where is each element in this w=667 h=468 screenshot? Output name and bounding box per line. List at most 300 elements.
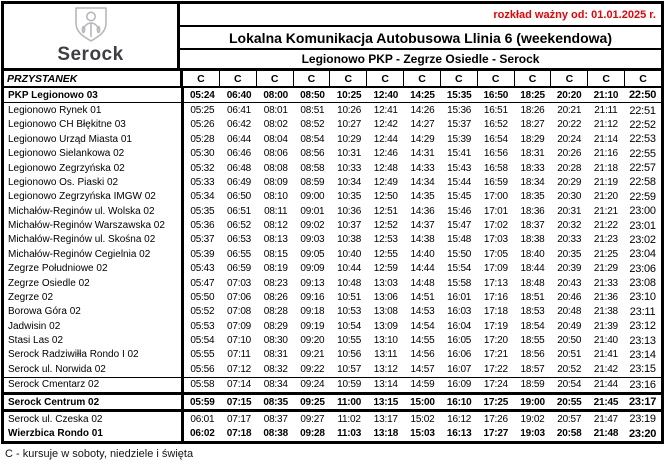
- route-row: [180, 50, 661, 68]
- stop-name: Serock Cmentarz 02: [4, 378, 184, 392]
- departure-time: 09:27: [300, 413, 325, 425]
- departure-time: 16:07: [447, 363, 472, 375]
- departure-time: 21:23: [593, 234, 618, 246]
- departure-time: 14:25: [410, 89, 435, 101]
- departure-time: 18:48: [520, 277, 545, 289]
- departure-time: 06:59: [227, 263, 252, 275]
- departure-time: 05:32: [190, 162, 215, 174]
- departure-time: 05:37: [190, 234, 215, 246]
- departure-time: 16:03: [447, 306, 472, 318]
- title-row: [180, 27, 661, 50]
- departure-time: 09:01: [300, 205, 325, 217]
- departure-time: 06:52: [227, 220, 252, 232]
- departure-time: 12:40: [373, 89, 399, 101]
- departure-time: 17:19: [483, 320, 508, 332]
- departure-time: 23:00: [629, 205, 656, 218]
- departure-time: 15:36: [447, 105, 472, 117]
- departure-time: 07:08: [227, 306, 252, 318]
- departure-time: 18:59: [520, 379, 545, 391]
- departure-time: 10:59: [337, 379, 362, 391]
- departure-time: 05:53: [190, 320, 215, 332]
- table-row: [4, 333, 661, 347]
- stop-name: Legionowo Rynek 01: [4, 103, 184, 117]
- departure-time: 23:20: [629, 427, 657, 440]
- departure-time: 05:50: [190, 291, 215, 303]
- departure-time: 16:06: [447, 349, 472, 361]
- departure-time: 10:53: [337, 306, 362, 318]
- departure-time: 20:46: [557, 291, 582, 303]
- departure-time: 14:57: [410, 363, 435, 375]
- departure-time: 20:52: [557, 363, 582, 375]
- departure-time: 20:32: [557, 220, 582, 232]
- departure-time: 14:48: [410, 277, 435, 289]
- departure-time: 06:48: [227, 162, 252, 174]
- departure-time: 10:40: [337, 248, 362, 260]
- stop-name: Michałów-Reginów ul. Skośna 02: [4, 233, 184, 247]
- departure-time: 21:48: [593, 428, 619, 440]
- departure-time: 06:51: [227, 205, 252, 217]
- stop-name: Legionowo Urząd Miasta 01: [4, 132, 184, 146]
- departure-time: 17:03: [483, 234, 508, 246]
- departure-time: 20:43: [557, 277, 582, 289]
- departure-time: 22:55: [629, 147, 656, 160]
- departure-time: 08:12: [263, 220, 288, 232]
- departure-time: 20:30: [557, 191, 582, 203]
- departure-time: 18:33: [520, 162, 545, 174]
- stop-name: Wierzbica Rondo 01: [4, 427, 184, 441]
- departure-time: 10:29: [337, 133, 362, 145]
- departure-time: 17:16: [483, 291, 508, 303]
- departure-time: 16:52: [483, 119, 508, 131]
- departure-time: 08:23: [263, 277, 288, 289]
- departure-time: 07:09: [227, 320, 252, 332]
- departure-time: 08:32: [263, 363, 288, 375]
- departure-time: 07:06: [227, 291, 252, 303]
- departure-time: 20:54: [557, 379, 582, 391]
- departure-time: 08:31: [263, 349, 288, 361]
- departure-time: 18:53: [520, 306, 545, 318]
- column-header-c: C: [197, 72, 205, 85]
- table-row: [4, 118, 661, 132]
- departure-time: 08:04: [263, 133, 288, 145]
- departure-time: 20:50: [557, 335, 582, 347]
- departure-time: 23:08: [629, 277, 656, 290]
- departure-time: 23:19: [629, 413, 656, 426]
- departure-time: 15:43: [447, 162, 472, 174]
- table-row: [4, 103, 661, 117]
- departure-time: 18:54: [520, 320, 545, 332]
- table-row: [4, 218, 661, 232]
- departure-time: 20:48: [557, 306, 582, 318]
- table-row: [4, 377, 661, 392]
- departure-time: 07:18: [226, 428, 252, 440]
- departure-time: 10:37: [337, 220, 362, 232]
- table-row: [4, 319, 661, 333]
- departure-time: 06:55: [227, 248, 252, 260]
- departure-time: 13:18: [373, 428, 399, 440]
- departure-time: 08:54: [300, 133, 325, 145]
- departure-time: 16:51: [483, 105, 508, 117]
- departure-time: 08:00: [263, 89, 288, 101]
- departure-time: 18:27: [520, 119, 545, 131]
- stop-name: Michałów-Reginów Cegielnia 02: [4, 247, 184, 261]
- departure-time: 05:25: [190, 105, 215, 117]
- departure-time: 18:44: [520, 263, 545, 275]
- departure-time: 21:16: [593, 148, 618, 160]
- departure-time: 10:35: [337, 191, 362, 203]
- departure-time: 06:42: [227, 119, 252, 131]
- departure-time: 20:24: [557, 133, 582, 145]
- departure-time: 14:37: [410, 220, 435, 232]
- departure-time: 05:35: [190, 205, 215, 217]
- departure-time: 05:26: [190, 119, 215, 131]
- departure-time: 10:56: [337, 349, 362, 361]
- departure-time: 15:37: [447, 119, 472, 131]
- departure-time: 08:09: [263, 176, 288, 188]
- departure-time: 17:24: [483, 379, 508, 391]
- column-header-c: C: [587, 71, 624, 86]
- table-row: [4, 233, 661, 247]
- departure-time: 12:48: [373, 162, 398, 174]
- departure-time: 09:25: [300, 396, 325, 408]
- departure-time: 08:28: [263, 306, 288, 318]
- table-row: [4, 392, 661, 412]
- departure-time: 08:38: [263, 428, 288, 440]
- departure-time: 08:35: [263, 396, 288, 408]
- departure-time: 21:45: [593, 396, 619, 408]
- departure-time: 22:52: [629, 118, 656, 131]
- departure-time: 21:20: [593, 191, 618, 203]
- departure-time: 23:11: [629, 305, 656, 318]
- departure-time: 17:00: [483, 191, 508, 203]
- departure-time: 05:43: [190, 263, 215, 275]
- departure-time: 14:34: [410, 176, 435, 188]
- departure-time: 09:21: [300, 349, 325, 361]
- departure-time: 22:53: [629, 133, 656, 146]
- departure-time: 18:25: [520, 89, 545, 101]
- column-header-c: C: [624, 71, 661, 86]
- departure-time: 22:58: [629, 176, 656, 189]
- departure-time: 06:50: [227, 191, 252, 203]
- departure-time: 09:05: [300, 248, 325, 260]
- departure-time: 15:50: [447, 248, 472, 260]
- departure-time: 15:39: [447, 133, 472, 145]
- departure-time: 12:51: [373, 205, 398, 217]
- departure-time: 17:27: [483, 428, 509, 440]
- departure-time: 21:10: [593, 89, 619, 101]
- table-row: [4, 190, 661, 204]
- departure-time: 21:38: [593, 306, 618, 318]
- departure-time: 21:41: [593, 349, 618, 361]
- departure-time: 14:38: [410, 234, 435, 246]
- departure-time: 12:59: [373, 263, 398, 275]
- departure-time: 16:58: [483, 162, 508, 174]
- departure-time: 08:56: [300, 148, 325, 160]
- departure-time: 21:39: [593, 320, 618, 332]
- column-header-c: C: [366, 71, 403, 86]
- departure-time: 14:40: [410, 248, 435, 260]
- departure-time: 10:31: [337, 148, 362, 160]
- departure-time: 18:38: [520, 234, 545, 246]
- departure-time: 18:34: [520, 176, 545, 188]
- departure-time: 15:03: [410, 428, 435, 440]
- departure-time: 11:03: [337, 428, 362, 440]
- departure-time: 14:36: [410, 205, 435, 217]
- departure-time: 23:17: [629, 396, 657, 409]
- departure-time: 15:00: [410, 396, 435, 408]
- departure-time: 12:50: [373, 191, 398, 203]
- departure-time: 05:39: [190, 248, 215, 260]
- departure-time: 09:16: [300, 291, 325, 303]
- departure-time: 10:51: [337, 291, 362, 303]
- departure-time: 18:55: [520, 335, 545, 347]
- column-header-c: C: [440, 71, 477, 86]
- departure-time: 20:57: [557, 413, 582, 425]
- departure-time: 16:09: [447, 379, 472, 391]
- departure-time: 20:20: [556, 89, 582, 101]
- stop-name: PKP Legionowo 03: [4, 88, 184, 102]
- departure-time: 19:03: [520, 428, 545, 440]
- departure-time: 20:22: [557, 119, 582, 131]
- departure-time: 05:30: [190, 148, 215, 160]
- departure-time: 07:10: [227, 335, 252, 347]
- departure-time: 07:15: [226, 396, 252, 408]
- departure-time: 12:52: [373, 220, 398, 232]
- departure-time: 23:13: [629, 334, 656, 347]
- departure-time: 23:06: [629, 262, 656, 275]
- departure-time: 10:57: [337, 363, 362, 375]
- stop-name: Michałów-Reginów Warszawska 02: [4, 218, 184, 232]
- column-header-c: C: [256, 71, 293, 86]
- departure-time: 17:05: [483, 248, 508, 260]
- stop-name: Serock Centrum 02: [4, 395, 184, 409]
- table-row: [4, 262, 661, 276]
- departure-time: 05:28: [190, 133, 215, 145]
- departure-time: 14:59: [410, 379, 435, 391]
- departure-time: 13:06: [373, 291, 398, 303]
- page-title: Lokalna Komunikacja Autobusowa Llinia 6 (weekendowa): [229, 29, 612, 46]
- departure-time: 08:10: [263, 191, 288, 203]
- stop-name: Serock Radziwiłła Rondo I 02: [4, 348, 184, 362]
- departure-time: 14:27: [410, 119, 435, 131]
- timetable-frame: [1, 1, 664, 444]
- departure-time: 20:29: [557, 176, 582, 188]
- departure-time: 12:44: [373, 133, 398, 145]
- departure-time: 08:30: [263, 335, 288, 347]
- departure-time: 18:29: [520, 133, 545, 145]
- departure-time: 10:38: [337, 234, 362, 246]
- departure-time: 20:35: [557, 248, 582, 260]
- departure-time: 17:01: [483, 205, 508, 217]
- departure-time: 06:49: [227, 176, 252, 188]
- departure-time: 14:44: [410, 263, 435, 275]
- departure-time: 17:21: [483, 349, 508, 361]
- departure-time: 23:02: [629, 233, 656, 246]
- departure-time: 10:54: [337, 320, 362, 332]
- validity-row: [180, 4, 661, 27]
- departure-time: 21:47: [593, 413, 618, 425]
- departure-time: 15:44: [447, 176, 472, 188]
- departure-time: 18:31: [520, 148, 545, 160]
- departure-time: 21:42: [593, 363, 618, 375]
- departure-time: 18:56: [520, 349, 545, 361]
- departure-time: 06:01: [190, 413, 215, 425]
- departure-time: 05:24: [190, 89, 215, 101]
- departure-time: 16:01: [447, 291, 472, 303]
- departure-time: 10:33: [337, 162, 362, 174]
- departure-time: 08:06: [263, 148, 288, 160]
- departure-time: 12:41: [373, 105, 398, 117]
- stop-name: Legionowo Zegrzyńska IMGW 02: [4, 190, 184, 204]
- departure-time: 08:19: [263, 263, 288, 275]
- departure-time: 22:50: [629, 89, 657, 102]
- departure-time: 15:46: [447, 205, 472, 217]
- departure-time: 08:13: [263, 234, 288, 246]
- departure-time: 14:26: [410, 105, 435, 117]
- departure-time: 20:55: [556, 396, 582, 408]
- departure-time: 13:15: [373, 396, 399, 408]
- departure-time: 17:22: [483, 363, 508, 375]
- table-row: [4, 204, 661, 218]
- departure-time: 08:11: [264, 205, 288, 217]
- validity-text: rozkład ważny od: 01.01.2025 r.: [493, 8, 656, 21]
- departure-time: 19:00: [520, 396, 545, 408]
- departure-time: 14:53: [410, 306, 435, 318]
- departure-time: 09:20: [300, 335, 325, 347]
- column-header-c: C: [403, 71, 440, 86]
- column-header-c: C: [550, 71, 587, 86]
- departure-time: 17:18: [483, 306, 508, 318]
- departure-time: 20:51: [557, 349, 582, 361]
- departure-time: 05:47: [190, 277, 215, 289]
- departure-time: 15:54: [447, 263, 472, 275]
- table-row: [4, 147, 661, 161]
- departure-time: 08:52: [300, 119, 325, 131]
- departure-time: 18:57: [520, 363, 545, 375]
- departure-time: 12:55: [373, 248, 398, 260]
- column-header-c: C: [477, 71, 514, 86]
- departure-time: 22:57: [629, 162, 656, 175]
- departure-time: 06:02: [190, 428, 215, 440]
- table-row: [4, 132, 661, 146]
- stop-name: Jadwisin 02: [4, 319, 184, 333]
- departure-time: 16:10: [446, 396, 472, 408]
- table-row: [4, 276, 661, 290]
- departure-time: 22:51: [629, 104, 656, 117]
- departure-time: 09:22: [300, 363, 325, 375]
- departure-time: 20:49: [557, 320, 582, 332]
- departure-time: 21:18: [593, 162, 618, 174]
- stop-name: Serock ul. Czeska 02: [4, 412, 184, 426]
- departure-time: 08:02: [263, 119, 288, 131]
- departure-time: 06:41: [227, 105, 252, 117]
- departure-time: 14:56: [410, 349, 435, 361]
- stop-name: Zegrze Południowe 02: [4, 262, 184, 276]
- timetable-header-row: [4, 71, 661, 88]
- departure-time: 21:29: [593, 263, 618, 275]
- departure-time: 06:40: [226, 89, 252, 101]
- departure-time: 06:53: [227, 234, 252, 246]
- departure-time: 05:59: [190, 396, 215, 408]
- departure-time: 21:12: [593, 119, 618, 131]
- stop-name: Zegrze 02: [4, 290, 184, 304]
- departure-time: 05:55: [190, 349, 215, 361]
- departure-time: 16:56: [483, 148, 508, 160]
- departure-time: 05:56: [190, 363, 215, 375]
- stop-column-header: PRZYSTANEK: [4, 71, 183, 86]
- departure-time: 13:14: [373, 379, 398, 391]
- departure-time: 13:17: [373, 413, 398, 425]
- departure-time: 16:59: [483, 176, 508, 188]
- departure-time: 21:44: [593, 379, 618, 391]
- departure-time: 15:02: [410, 413, 435, 425]
- table-row: [4, 175, 661, 189]
- departure-time: 14:35: [410, 191, 435, 203]
- column-header-c: C: [514, 71, 551, 86]
- departure-time: 05:33: [190, 176, 215, 188]
- departure-time: 23:04: [629, 248, 656, 261]
- departure-time: 15:48: [447, 234, 472, 246]
- departure-time: 17:09: [483, 263, 508, 275]
- departure-time: 13:03: [373, 277, 398, 289]
- departure-time: 16:13: [446, 428, 472, 440]
- departure-time: 13:08: [373, 306, 398, 318]
- stop-name: Borowa Góra 02: [4, 305, 184, 319]
- departure-time: 20:33: [557, 234, 582, 246]
- header-band: [4, 4, 661, 71]
- departure-time: 19:02: [520, 413, 545, 425]
- departure-time: 18:35: [520, 191, 545, 203]
- departure-time: 08:59: [300, 176, 325, 188]
- departure-time: 06:44: [227, 133, 252, 145]
- stop-name: Stasi Las 02: [4, 333, 184, 347]
- departure-time: 21:25: [593, 248, 618, 260]
- departure-time: 07:11: [227, 349, 251, 361]
- departure-time: 21:14: [593, 133, 618, 145]
- departure-time: 08:37: [263, 413, 288, 425]
- departure-time: 05:52: [190, 306, 215, 318]
- departure-time: 05:54: [190, 335, 215, 347]
- departure-time: 18:36: [520, 205, 545, 217]
- table-row: [4, 247, 661, 261]
- departure-time: 21:22: [593, 220, 618, 232]
- departure-time: 15:35: [446, 89, 472, 101]
- table-row: [4, 88, 661, 103]
- stop-name: Legionowo Os. Piaski 02: [4, 175, 184, 189]
- departure-time: 10:27: [337, 119, 362, 131]
- departure-time: 09:09: [300, 263, 325, 275]
- departure-time: 17:02: [483, 220, 508, 232]
- departure-time: 08:15: [263, 248, 288, 260]
- table-row: [4, 348, 661, 362]
- departure-time: 12:49: [373, 176, 398, 188]
- column-header-c: C: [293, 71, 330, 86]
- departure-time: 08:51: [300, 105, 325, 117]
- departure-time: 18:26: [520, 105, 545, 117]
- table-row: [4, 362, 661, 376]
- departure-time: 16:12: [447, 413, 472, 425]
- departure-time: 21:33: [593, 277, 618, 289]
- table-row: [4, 305, 661, 319]
- departure-time: 08:34: [263, 379, 288, 391]
- departure-time: 10:55: [337, 335, 362, 347]
- departure-time: 20:39: [557, 263, 582, 275]
- departure-time: 20:31: [557, 205, 582, 217]
- departure-time: 23:10: [629, 291, 656, 304]
- departure-time: 20:28: [557, 162, 582, 174]
- departure-time: 21:21: [593, 205, 618, 217]
- departure-time: 15:47: [447, 220, 472, 232]
